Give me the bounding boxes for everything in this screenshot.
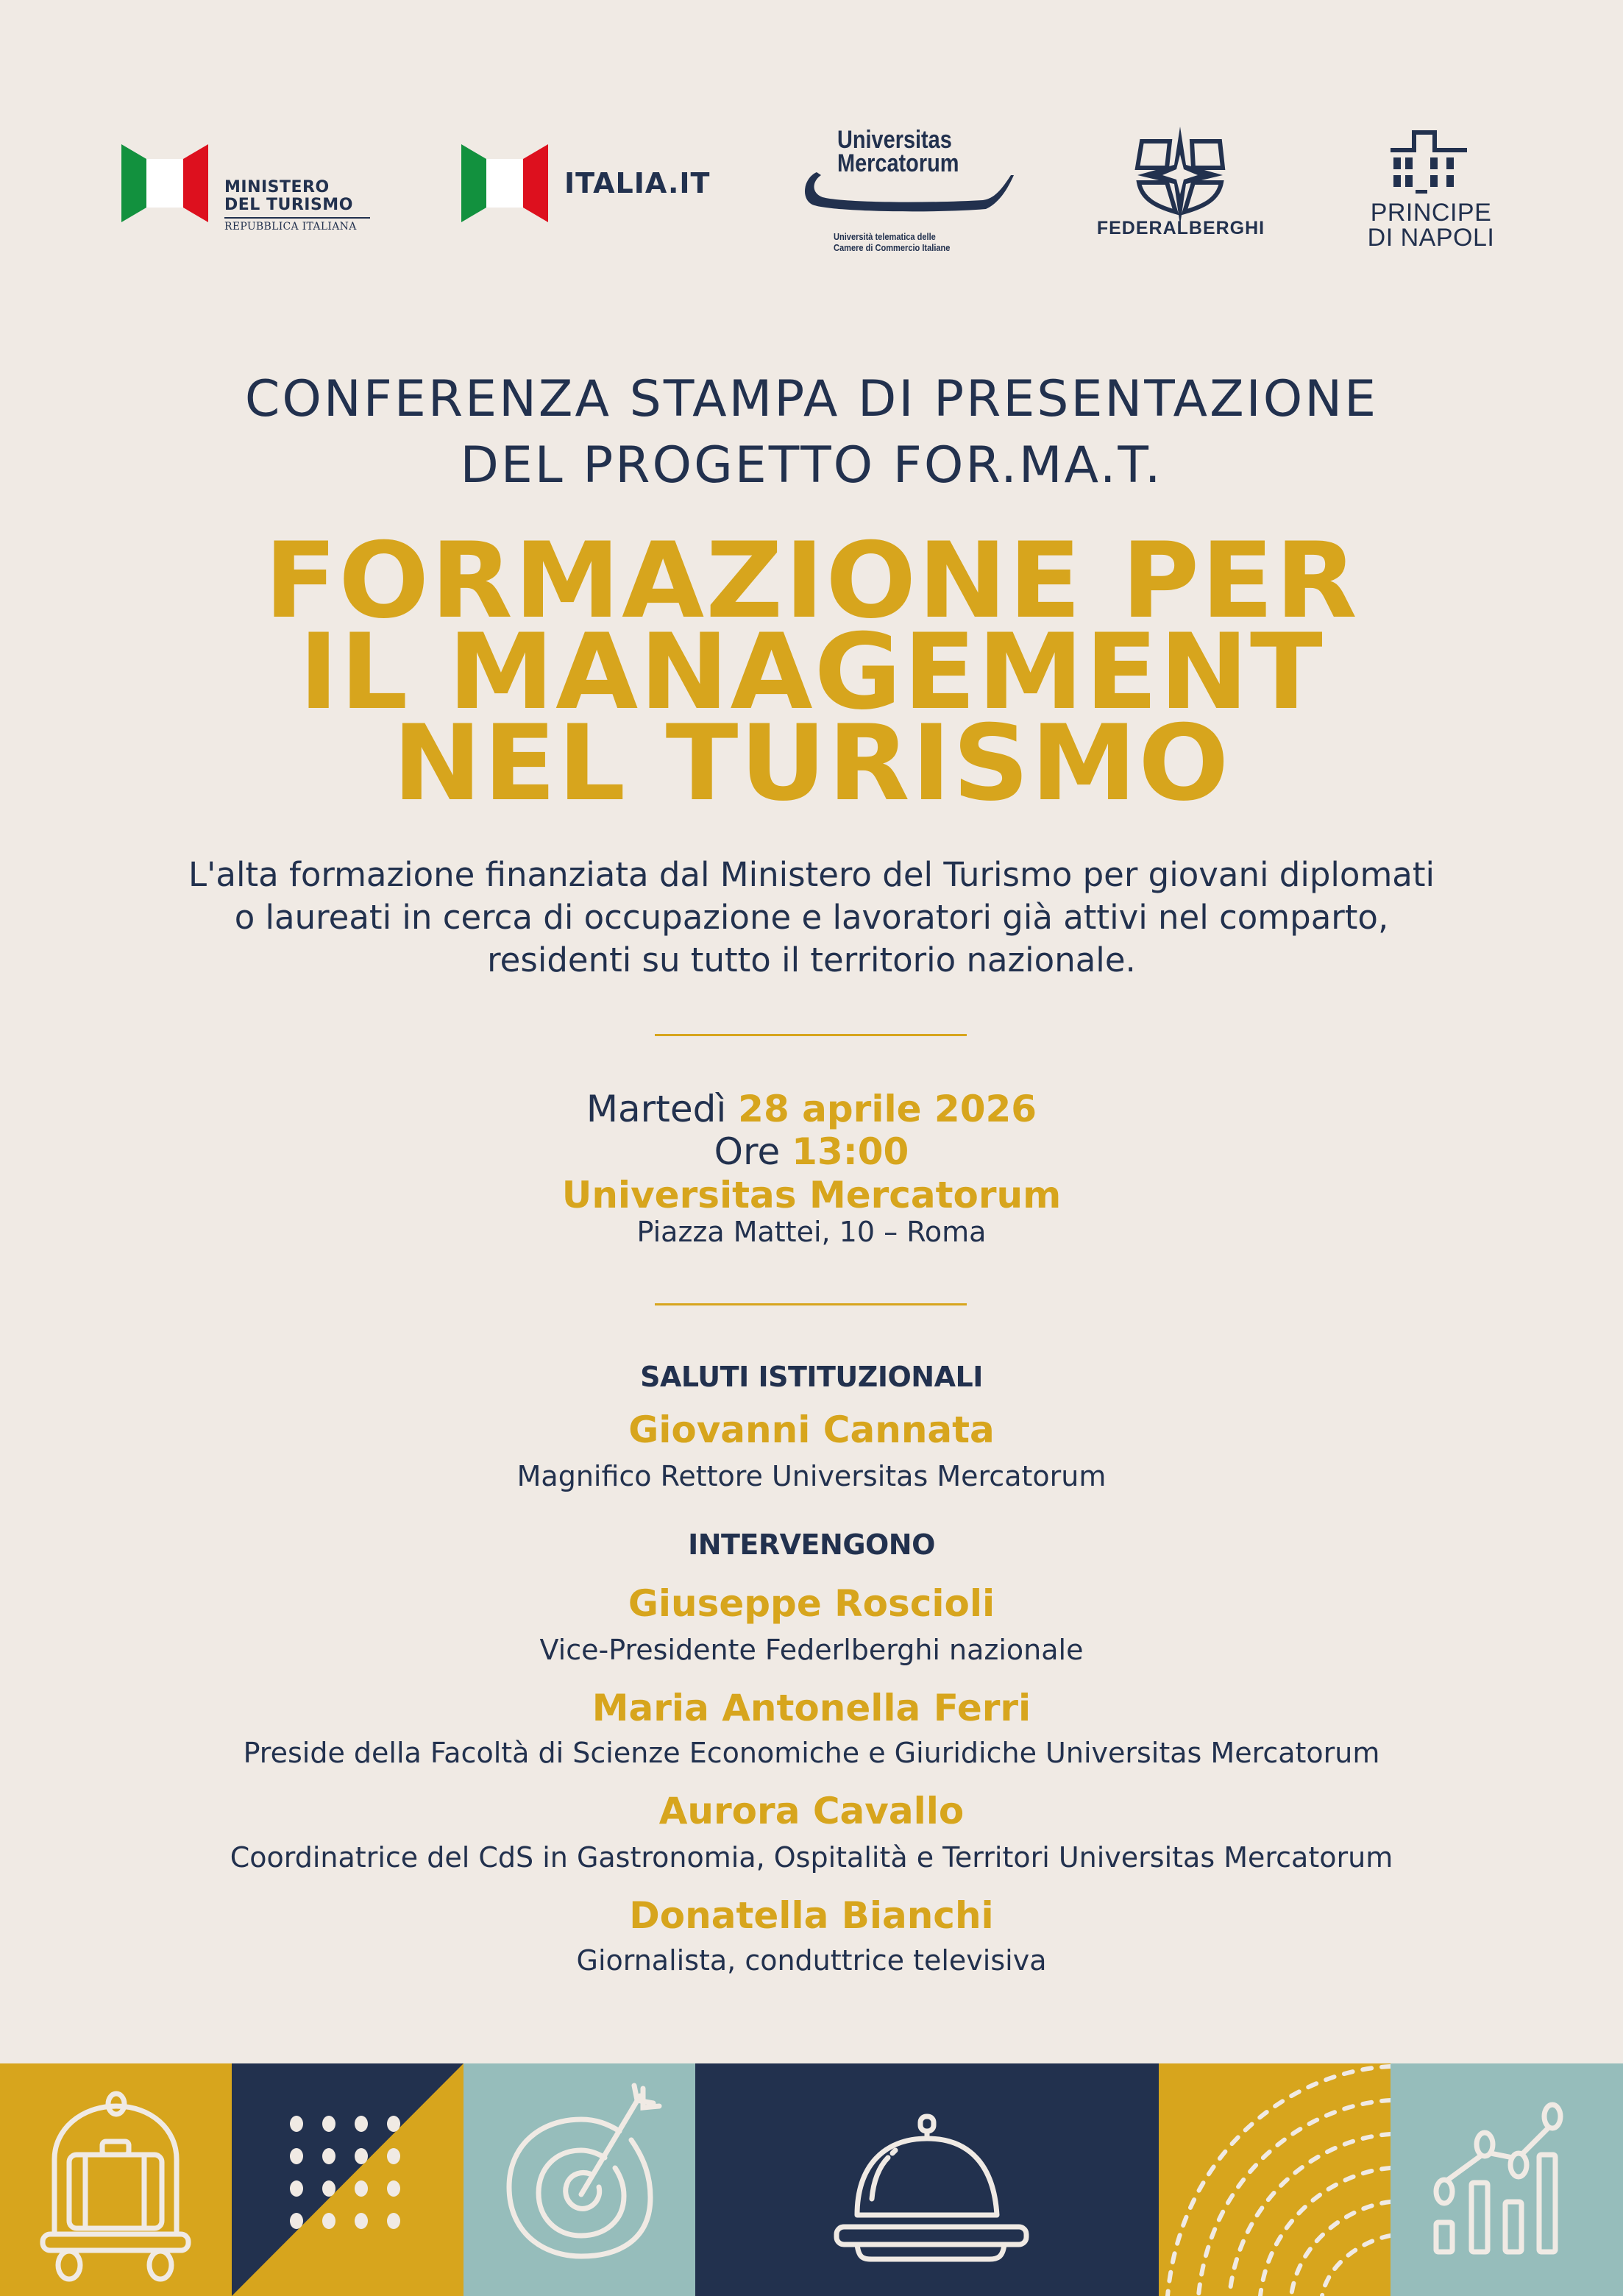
speaker-role: Vice-Presidente Federlberghi nazionale [539, 1634, 1084, 1666]
speakers-heading: INTERVENGONO [688, 1528, 935, 1561]
divider-top [655, 1034, 967, 1036]
dashed-arcs-pattern [1159, 2063, 1391, 2296]
tile-target [464, 2063, 695, 2296]
event-date-line [0, 1088, 1623, 1130]
principe-line2: DI NAPOLI [1367, 224, 1495, 252]
principe-building-icon [1354, 127, 1508, 200]
cloche-icon [695, 2063, 1159, 2296]
description-line3: residenti su tutto il territorio nazionale. [487, 940, 1136, 979]
universitas-line1: Universitas [837, 126, 952, 154]
tile-cloche [695, 2063, 1159, 2296]
description-line2: o laureati in cerca di occupazione e lavoratori già attivi nel comparto, [234, 898, 1389, 937]
description-line1: L'alta formazione finanziata dal Ministero del Turismo per giovani diplomati [188, 855, 1435, 894]
event-day-label: Martedì [586, 1088, 727, 1130]
speaker-role: Giornalista, conduttrice televisiva [576, 1944, 1047, 1977]
logo-universitas-mercatorum [800, 127, 1021, 252]
principe-text [1354, 200, 1508, 250]
tile-dot-grid [232, 2063, 464, 2296]
project-title-line3: NEL TURISMO [392, 703, 1231, 824]
speaker-name: Maria Antonella Ferri [592, 1687, 1031, 1729]
ministero-line1: MINISTERO [224, 178, 330, 196]
event-time-line [0, 1130, 1623, 1173]
project-description [0, 854, 1623, 982]
event-venue: Universitas Mercatorum [561, 1174, 1062, 1216]
event-date: 28 aprile 2026 [738, 1088, 1037, 1130]
federalberghi-emblem-icon [1096, 122, 1265, 225]
event-address: Piazza Mattei, 10 – Roma [636, 1216, 987, 1248]
tile-growth-chart [1391, 2063, 1623, 2296]
greetings-heading: SALUTI ISTITUZIONALI [640, 1361, 983, 1393]
universitas-sub1: Università telematica delle [834, 231, 936, 242]
project-title-line2: IL MANAGEMENT [299, 612, 1324, 733]
conference-title [0, 366, 1623, 499]
growth-chart-icon [1391, 2063, 1623, 2296]
universitas-subtitle [834, 231, 950, 253]
tile-dashed-arcs [1159, 2063, 1391, 2296]
logo-principe-di-napoli [1354, 127, 1508, 252]
divider-bottom [655, 1303, 967, 1305]
logo-federalberghi [1096, 122, 1265, 255]
event-time: 13:00 [792, 1130, 909, 1173]
ministero-rule [224, 217, 370, 219]
tile-luggage-cart [0, 2063, 232, 2296]
speaker-name: Giovanni Cannata [628, 1409, 995, 1451]
speaker-name: Giuseppe Roscioli [628, 1582, 995, 1625]
conference-title-line1: CONFERENZA STAMPA DI PRESENTAZIONE [244, 370, 1379, 428]
ministero-subtitle: REPUBBLICA ITALIANA [224, 221, 357, 233]
conference-title-line2: DEL PROGETTO FOR.MA.T. [460, 436, 1163, 495]
speaker-name: Donatella Bianchi [629, 1894, 994, 1937]
luggage-cart-icon [0, 2063, 232, 2296]
universitas-sub2: Camere di Commercio Italiane [834, 242, 951, 253]
project-title-line1: FORMAZIONE PER [264, 520, 1359, 642]
universitas-title [837, 128, 959, 175]
logo-italia-it [461, 144, 726, 225]
speaker-role: Coordinatrice del CdS in Gastronomia, Ospitalità e Territori Universitas Mercatorum [230, 1841, 1393, 1874]
target-arrow-icon [464, 2063, 695, 2296]
italian-flag-icon [121, 144, 208, 222]
principe-line1: PRINCIPE [1370, 199, 1492, 227]
ministero-line2: DEL TURISMO [224, 196, 353, 214]
federalberghi-text: FEDERALBERGHI [1096, 218, 1265, 238]
speaker-role: Preside della Facoltà di Scienze Economiche e Giuridiche Universitas Mercatorum [243, 1737, 1380, 1769]
event-time-label: Ore [714, 1130, 781, 1173]
project-title [0, 520, 1623, 824]
dot-grid-pattern [232, 2063, 464, 2296]
italia-it-text: ITALIA.IT [564, 167, 711, 199]
speaker-role: Magnifico Rettore Universitas Mercatorum [516, 1460, 1107, 1492]
logo-ministero-turismo [121, 144, 386, 233]
universitas-line2: Mercatorum [837, 149, 959, 177]
italian-flag-icon [461, 144, 548, 222]
speaker-name: Aurora Cavallo [658, 1790, 965, 1832]
